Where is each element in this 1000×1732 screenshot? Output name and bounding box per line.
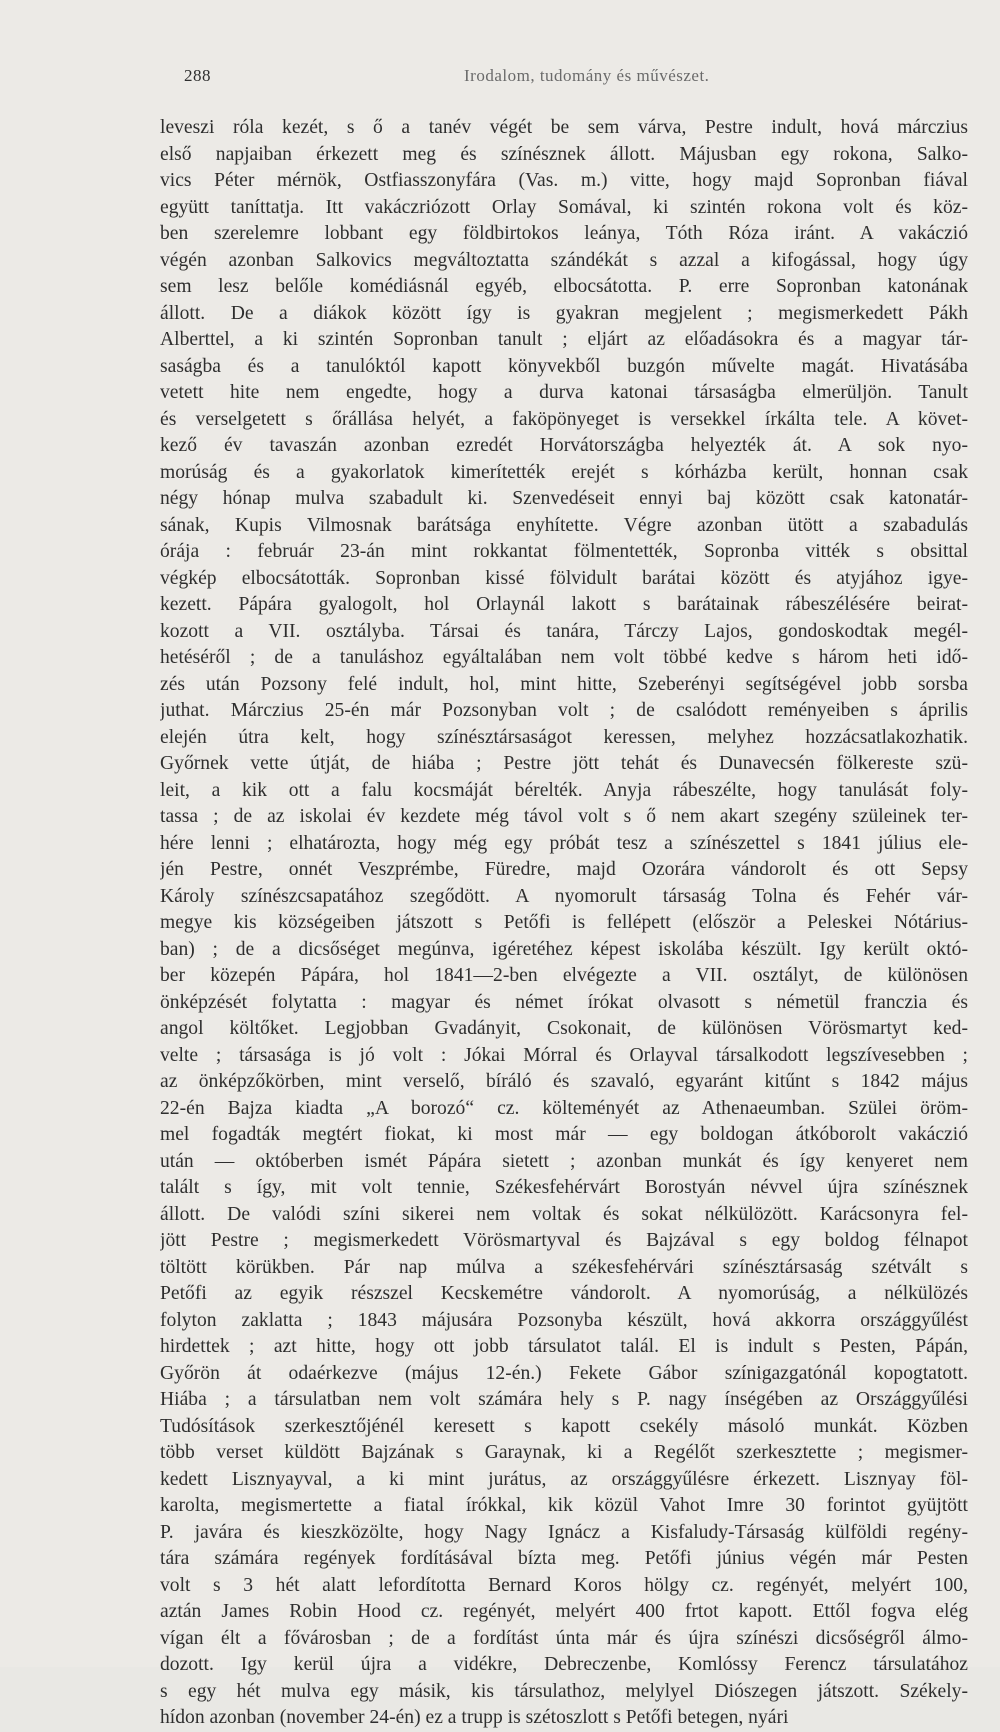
text-line: jén Pestre, onnét Veszprémbe, Füredre, majd Ozorára vándorolt és ott Sepsy [160,859,968,880]
text-line: 22-én Bajza kiadta „A borozó“ cz. költeményét az Athenaeumban. Szülei öröm- [160,1097,968,1119]
text-line: kező év tavaszán azonban ezredét Horvátországba helyezték át. A sok nyo- [160,435,968,456]
text-line: órája : február 23-án mint rokkantat fölmentették, Sopronba vitték s obsittal [160,541,968,562]
text-line: az önképzőkörben, mint verselő, bíráló és szavaló, egyaránt kitűnt s 1842 május [160,1071,968,1092]
text-line: hére lenni ; elhatározta, hogy még egy próbát tesz a színészettel s 1841 július ele- [160,832,968,854]
text-line: végén azonban Salkovics megváltoztatta szándékát s azzal a kifogással, hogy úgy [160,249,968,271]
body-text [160,115,968,1732]
text-line: morúság és a gyakorlatok kimerítették erejét s kórházba került, honnan csak [160,461,968,483]
text-line: kezett. Pápára gyalogolt, hol Orlaynál lakott s barátainak rábeszélésére beirat- [160,594,968,615]
text-line: Károly színészcsapatához szegődött. A nyomorult társaság Tolna és Fehér vár- [160,885,968,907]
text-line: volt s 3 hét alatt lefordította Bernard Koros hölgy cz. regényét, melyért 100, [160,1574,968,1596]
text-line: s egy hét mulva egy másik, kis társulathoz, melylyel Diószegen játszott. Székely- [160,1680,968,1702]
text-line: Tudósítások szerkesztőjénél keresett s kapott csekély másoló munkát. Közben [160,1415,968,1437]
text-line: Győrön át odaérkezve (május 12-én.) Fekete Gábor színigazgatónál kopogtatott. [160,1362,968,1384]
text-line: folyton zaklatta ; 1843 májusára Pozsonyba készült, hová akkorra országgyűlést [160,1309,968,1331]
text-line: aztán James Robin Hood cz. regényét, melyért 400 frtot kapott. Ettől fogva elég [160,1601,968,1622]
text-line: talált s így, mit volt tennie, Székesfehérvárt Borostyán névvel újra színésznek [160,1177,968,1198]
text-line: vics Péter mérnök, Ostfiasszonyfára (Vas. m.) vitte, hogy majd Sopronban fiával [160,170,968,191]
text-line: sának, Kupis Vilmosnak barátsága enyhítette. Végre azonban ütött a szabadulás [160,514,968,536]
text-line: Győrnek vette útját, de hiába ; Pestre jött tehát és Dunavecsén fölkereste szü- [160,753,968,774]
text-line: megye kis községeiben játszott s Petőfi is fellépett (először a Peleskei Nótárius- [160,912,968,933]
text-line: hetéséről ; de a tanuláshoz egyáltalában nem volt többé kedve s három heti idő- [160,647,968,668]
text-line: ber közepén Pápára, hol 1841—2-ben elvégezte a VII. osztályt, de különösen [160,965,968,986]
text-line: Petőfi az egyik részszel Kecskemétre vándorolt. A nyomorúság, a nélkülözés [160,1283,968,1304]
text-line: ban) ; de a dicsőséget megúnva, igéretéhez képest iskolába készült. Igy került októ- [160,938,968,960]
text-line: önképzését folytatta : magyar és német írókat olvasott s németül franczia és [160,991,968,1013]
text-line: zés után Pozsony felé indult, hol, mint hitte, Szeberényi segítségével jobb sorsba [160,673,968,695]
text-line: mel fogadták megtért fiokat, ki most már — egy boldogan átkóborolt vakáczió [160,1124,968,1145]
text-line: P. javára és kieszközölte, hogy Nagy Ignácz a Kisfaludy-Társaság külföldi regény- [160,1521,968,1543]
text-line: dozott. Igy kerül újra a vidékre, Debreczenbe, Komlóssy Ferencz társulatához [160,1654,968,1675]
text-line: Hiába ; a társulatban nem volt számára hely s P. nagy ínségében az Országgyűlési [160,1389,968,1410]
text-line: ben szerelemre lobbant egy földbirtokos leánya, Tóth Róza iránt. A vakáczió [160,223,968,244]
text-line: elején útra kelt, hogy színésztársaságot keressen, melyhez hozzácsatlakozhatik. [160,726,968,748]
running-head [184,66,824,96]
text-line: Alberttel, a ki szintén Sopronban tanult ; eljárt az előadásokra és a magyar tár- [160,329,968,350]
text-line: kedett Lisznyayval, a ki mint jurátus, az országgyűlésre érkezett. Lisznyay föl- [160,1468,968,1490]
text-line: több verset küldött Bajzának s Garaynak, ki a Regélőt szerkesztette ; megismer- [160,1442,968,1463]
text-line: kozott a VII. osztályba. Társai és tanára, Tárczy Lajos, gondoskodtak megél- [160,620,968,642]
text-line: leveszi róla kezét, s ő a tanév végét be sem várva, Pestre indult, hová márczius [160,117,968,138]
text-line: tára számára regények fordításával bízta meg. Petőfi június végén már Pesten [160,1548,968,1569]
text-line: angol költőket. Legjobban Gvadányit, Csokonait, de különösen Vörösmartyt ked- [160,1018,968,1039]
text-line: állott. De valódi színi sikerei nem voltak és sokat nélkülözött. Karácsonyra fel- [160,1203,968,1225]
text-line: juthat. Márczius 25-én már Pozsonyban volt ; de csalódott reményeiben s április [160,700,968,721]
text-line: hídon azonban (november 24-én) ez a trupp is szétoszlott s Petőfi betegen, nyári [160,1707,789,1728]
text-line: négy hónap mulva szabadult ki. Szenvedéseit ennyi baj között csak katonatár- [160,488,968,509]
text-line: után — októberben ismét Pápára sietett ; azonban munkát és így kenyeret nem [160,1150,968,1172]
text-line: állott. De a diákok között így is gyakran megjelent ; megismerkedett Pákh [160,302,968,324]
text-line: karolta, megismertette a fiatal írókkal, kik közül Vahot Imre 30 forintot gyüjtött [160,1495,968,1516]
text-line: és verselgetett s őrállása helyét, a faköpönyeget is versekkel írkálta tele. A követ- [160,408,968,430]
text-line: jött Pestre ; megismerkedett Vörösmartyval és Bajzával s egy boldog félnapot [160,1230,968,1251]
text-line: töltött körükben. Pár nap múlva a székesfehérvári színésztársaság szétvált s [160,1256,968,1278]
text-line: velte ; társasága is jó volt : Jókai Mórral és Orlayval társalkodott legszívesebben ; [160,1044,968,1066]
text-line: vígan élt a fővárosban ; de a fordítást únta már és újra színészi dicsőségről álmo- [160,1627,968,1649]
page-number: 288 [184,66,211,85]
text-line: saságba és a tanulóktól kapott könyvekből buzgón művelte magát. Hivatásába [160,355,968,377]
text-line: hirdettek ; azt hitte, hogy ott jobb társulatot talál. El is indult s Pesten, Pápán, [160,1336,968,1357]
text-line: első napjaiban érkezett meg és színésznek állott. Májusban egy rokona, Salko- [160,143,968,165]
text-line: végkép elbocsátották. Sopronban kissé fölvidult barátai között és atyjához igye- [160,567,968,589]
text-line: együtt taníttatja. Itt vakáczriózott Orlay Somával, ki szintén rokona volt és köz- [160,196,968,218]
section-title: Irodalom, tudomány és művészet. [464,66,710,85]
text-line: leit, a kik ott a falu kocsmáját bérelték. Anyja rábeszélte, hogy tanulását foly- [160,779,968,801]
text-line: vetett hite nem engedte, hogy a durva katonai társaságba elmerüljön. Tanult [160,382,968,403]
text-line: sem lesz belőle komédiásnál egyéb, elbocsátotta. P. erre Sopronban katonának [160,276,968,297]
text-line: tassa ; de az iskolai év kezdete még távol volt s ő nem akart szegény szüleinek ter- [160,806,968,827]
